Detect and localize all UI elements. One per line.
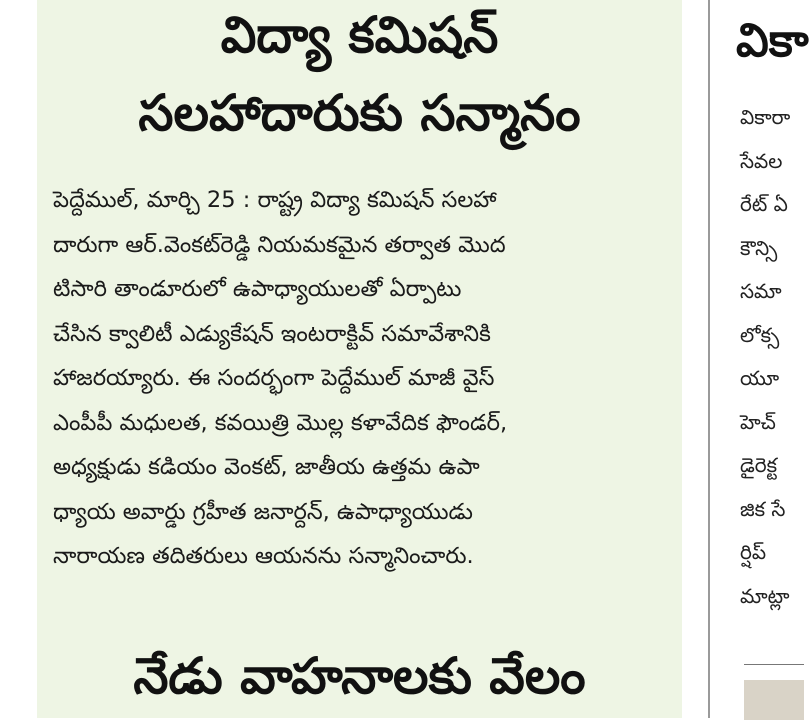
body-line: ఎంపీపీ మధులత, కవయిత్రి మొల్ల కళావేదిక ఫౌండర్, (53, 409, 508, 436)
body-line: టిసారి తాండూరులో ఉపాధ్యాయులతో ఏర్పాటు (53, 276, 462, 302)
body-line: లోక్స (740, 322, 780, 347)
body-line: చేసిన క్వాలిటీ ఎడ్యుకేషన్ ఇంటరాక్టివ్ సమావేశానికి (53, 320, 491, 347)
next-article-headline: నేడు వాహనాలకు వేలం (133, 647, 586, 705)
body-line: హాజరయ్యారు. ఈ సందర్భంగా పెద్దేముల్ మాజీ వైస్ (53, 365, 495, 391)
body-line: సేవల (740, 148, 783, 173)
body-line: జిక సే (740, 496, 786, 521)
right-article-headline: వికా (736, 13, 809, 67)
body-line: వికారా (740, 105, 791, 129)
body-line: రేట్ ఏ (740, 192, 788, 216)
body-line: ధ్యాయ అవార్డు గ్రహీత జనార్దన్, ఉపాధ్యాయుడు (53, 498, 473, 525)
body-line: యూ (740, 366, 780, 390)
right-article-body (740, 96, 790, 618)
body-line: సమా (740, 279, 782, 303)
column-divider (708, 0, 710, 718)
body-line: నారాయణ తదితరులు ఆయనను సన్మానించారు. (53, 543, 474, 569)
news-article-right (718, 0, 809, 718)
news-article-left (37, 0, 682, 718)
body-line: ర్షిప్ (740, 540, 767, 564)
photo-divider (744, 664, 804, 665)
body-line: మాట్లా (740, 583, 790, 608)
body-line: దారుగా ఆర్.వెంకట్‌రెడ్డి నియమకమైన తర్వాత మొద (53, 231, 506, 258)
body-line: అధ్యక్షుడు కడియం వెంకట్, జాతీయ ఉత్తమ ఉపా (53, 454, 480, 480)
article-body (53, 178, 673, 579)
article-headline-line-2: సలహాదారుకు సన్మానం (138, 84, 581, 142)
article-photo (744, 680, 804, 720)
body-line: హెచ్‌ (740, 409, 776, 434)
article-headline-line-1: విద్యా కమిషన్ (220, 6, 499, 64)
body-line: కౌన్సి (740, 235, 778, 260)
body-line: పెద్దేముల్, మార్చి 25 : రాష్ట్ర విద్యా కమిషన్ సలహా (53, 187, 497, 213)
body-line: డైరెక్ట (740, 453, 778, 477)
